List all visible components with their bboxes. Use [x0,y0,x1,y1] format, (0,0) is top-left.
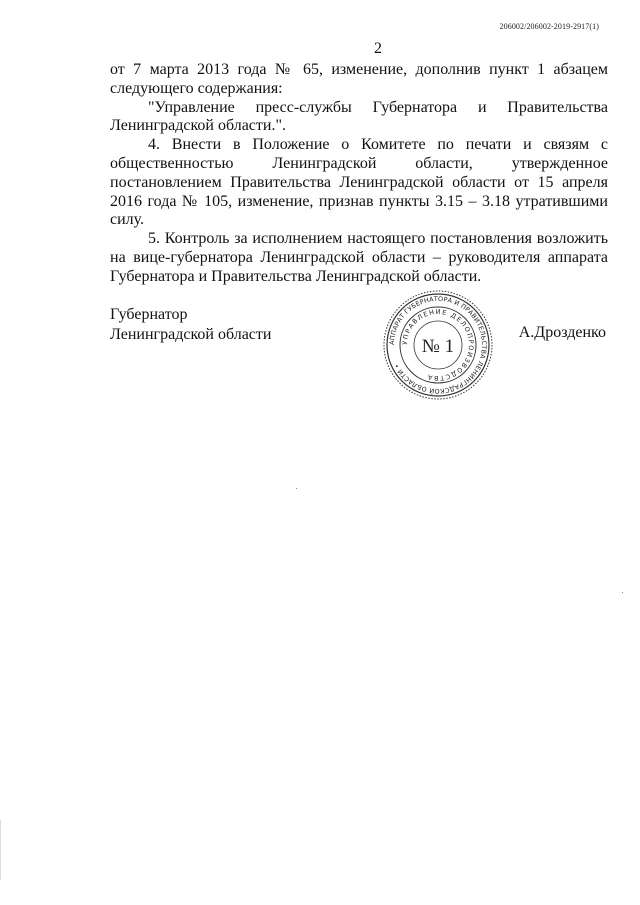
paragraph-quote: "Управление пресс-службы Губернатора и Правительства Ленинградской области.". [110,98,608,135]
scan-speck [296,488,297,489]
seal-number: № 1 [421,336,455,357]
paragraph-item-5: 5. Контроль за исполнением настоящего постановления возложить на вице-губернатора Ленинградской области – руководителя аппарата Губернатора и Правительства Ленинградской области. [110,230,608,285]
signatory-name: А.Дрозденко [518,324,606,341]
seal-outer-text: АППАРАТ ГУБЕРНАТОРА И ПРАВИТЕЛЬСТВА ЛЕНИНГРАДСКОЙ ОБЛАСТИ • [387,294,489,396]
scan-speck [622,592,623,593]
seal-inner-text: УПРАВЛЕНИЕ ДЕЛОПРОИЗВОДСТВА [400,307,476,383]
seal-graphic [382,289,494,401]
scan-edge-mark [0,820,1,880]
signatory-title [110,305,271,344]
signatory-title-line2: Ленинградской области [110,325,272,343]
page-number: 2 [374,40,382,57]
paragraph-continuation: от 7 марта 2013 года № 65, изменение, дополнив пункт 1 абзацем следующего содержания: [110,61,608,97]
signatory-title-line1: Губернатор [110,306,188,323]
document-id: 206002/206002-2019-2917(1) [499,22,599,31]
document-body [110,61,608,287]
paragraph-item-4: 4. Внести в Положение о Комитете по печати и связям с общественностью Ленинградской области, утвержденное постановлением Правительства Ленинградской области от 15 апреля 2016 года № 105, изменение, признав пункты 3.15 – 3.18 утратившими силу. [110,136,608,229]
official-seal [382,289,494,401]
